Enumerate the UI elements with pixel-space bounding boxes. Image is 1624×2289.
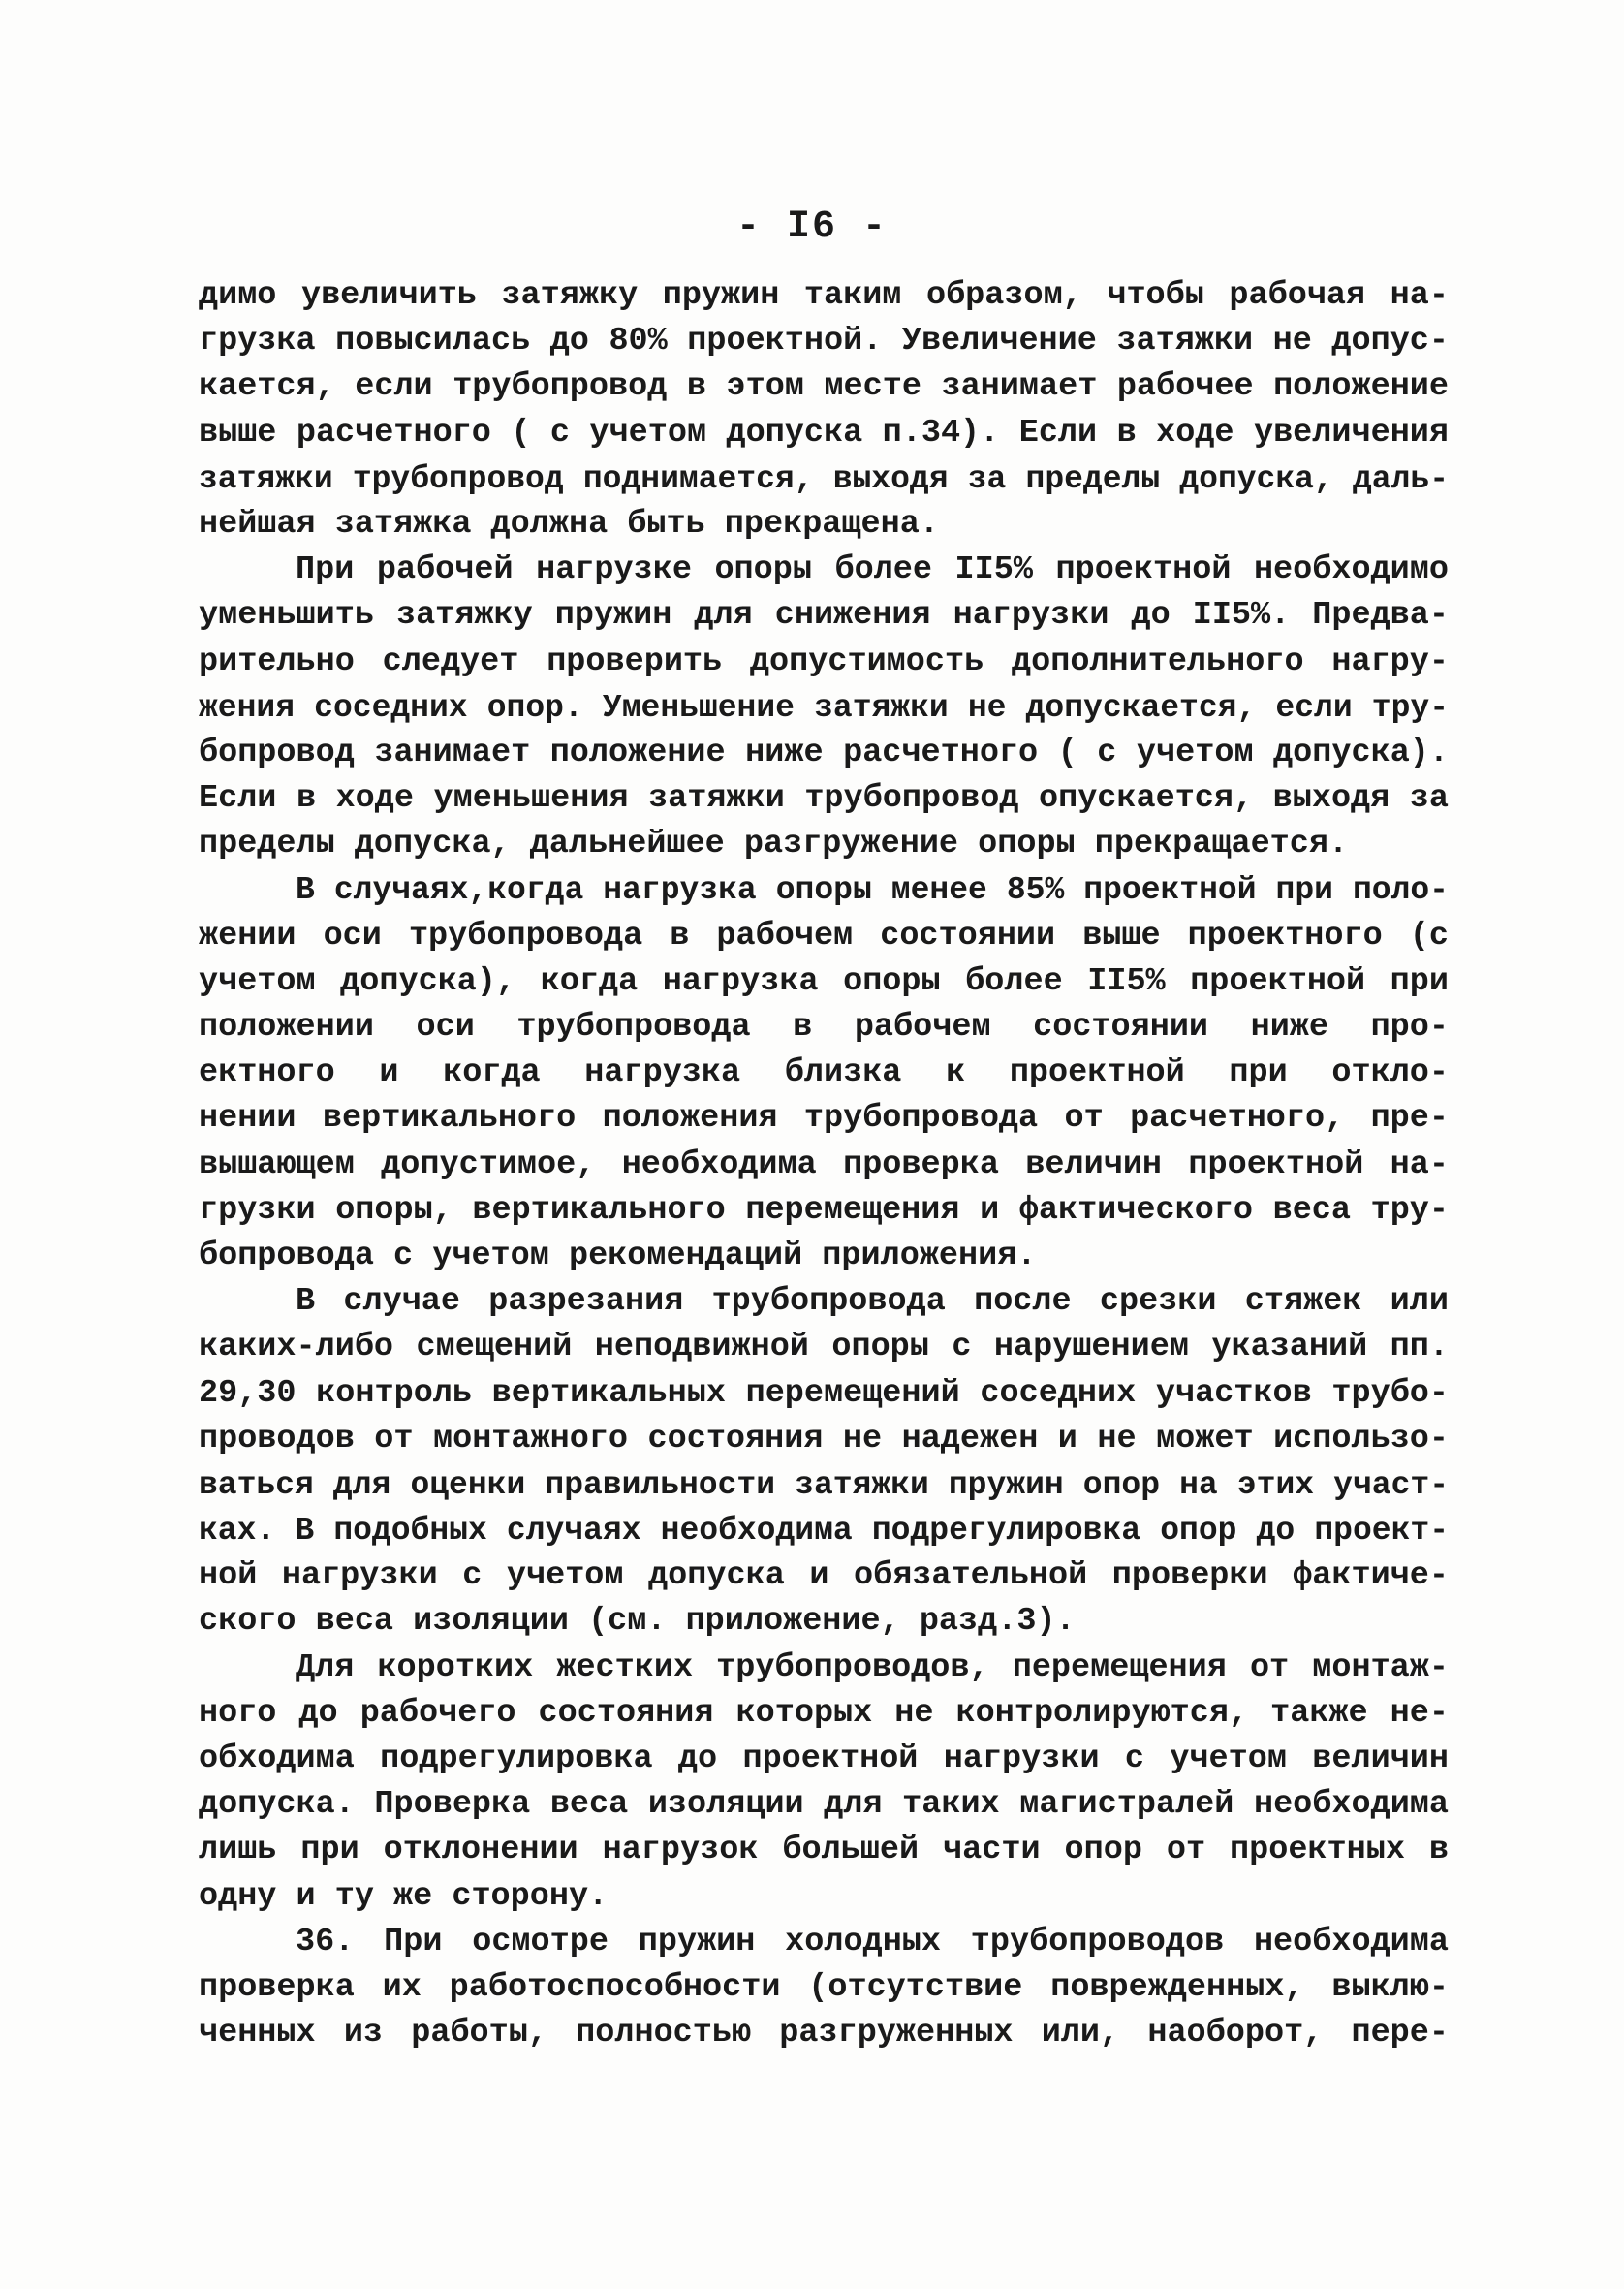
text-line: ного до рабочего состояния которых не контролируются, также не- (199, 1694, 1449, 1732)
text-line: каких-либо смещений неподвижной опоры с нарушением указаний пп. (199, 1329, 1449, 1366)
text-line: ектного и когда нагрузка близка к проектной при откло- (199, 1054, 1449, 1092)
text-line: бопровода с учетом рекомендаций приложения. (199, 1237, 1037, 1274)
text-line: В случае разрезания трубопровода после срезки стяжек или (296, 1283, 1449, 1321)
text-line: проводов от монтажного состояния не надежен и не может использо- (199, 1420, 1449, 1458)
text-line: ной нагрузки с учетом допуска и обязательной проверки фактиче- (199, 1557, 1449, 1595)
text-line: нении вертикального положения трубопровода от расчетного, пре- (199, 1100, 1449, 1138)
text-line: В случаях,когда нагрузка опоры менее 85% проектной при поло- (296, 872, 1449, 909)
text-line: жении оси трубопровода в рабочем состоянии выше проектного (с (199, 917, 1449, 955)
text-line: допуска. Проверка веса изоляции для таких магистралей необходима (199, 1786, 1449, 1824)
text-line: лишь при отклонении нагрузок большей части опор от проектных в (199, 1832, 1449, 1869)
text-line: нейшая затяжка должна быть прекращена. (199, 505, 939, 543)
body-text (199, 273, 1449, 2056)
text-line: бопровод занимает положение ниже расчетного ( с учетом допуска). (199, 734, 1449, 771)
text-line: ках. В подобных случаях необходима подрегулировка опор до проект- (199, 1513, 1449, 1550)
text-line: уменьшить затяжку пружин для снижения нагрузки до II5%. Предва- (199, 597, 1449, 635)
text-line: димо увеличить затяжку пружин таким образом, чтобы рабочая на- (199, 277, 1449, 314)
text-line: рительно следует проверить допустимость дополнительного нагру- (199, 643, 1449, 680)
text-line: учетом допуска), когда нагрузка опоры более II5% проектной при (199, 962, 1449, 1000)
text-line: Для коротких жестких трубопроводов, перемещения от монтаж- (296, 1648, 1449, 1686)
text-line: ского веса изоляции (см. приложение, разд.3). (199, 1603, 1076, 1641)
text-line: грузки опоры, вертикального перемещения и фактического веса тру- (199, 1191, 1449, 1229)
text-line: жения соседних опор. Уменьшение затяжки не допускается, если тру- (199, 689, 1449, 726)
text-line: ченных из работы, полностью разгруженных или, наоборот, пере- (199, 2015, 1449, 2053)
text-line: одну и ту же сторону. (199, 1877, 609, 1915)
text-line: При рабочей нагрузке опоры более II5% проектной необходимо (296, 551, 1449, 589)
text-line: грузка повысилась до 80% проектной. Увеличение затяжки не допус- (199, 323, 1449, 361)
text-line: положении оси трубопровода в рабочем состоянии ниже про- (199, 1009, 1449, 1046)
text-line: 36. При осмотре пружин холодных трубопроводов необходима (296, 1923, 1449, 1960)
text-line: Если в ходе уменьшения затяжки трубопровод опускается, выходя за (199, 780, 1449, 818)
text-line: обходима подрегулировка до проектной нагрузки с учетом величин (199, 1740, 1449, 1777)
page-number: - I6 - (735, 205, 889, 249)
text-line: кается, если трубопровод в этом месте занимает рабочее положение (199, 368, 1449, 406)
text-line: 29,30 контроль вертикальных перемещений соседних участков трубо- (199, 1374, 1449, 1412)
text-line: вышающем допустимое, необходима проверка величин проектной на- (199, 1145, 1449, 1183)
text-line: ваться для оценки правильности затяжки пружин опор на этих участ- (199, 1466, 1449, 1503)
text-line: затяжки трубопровод поднимается, выходя за пределы допуска, даль- (199, 460, 1449, 497)
text-line: выше расчетного ( с учетом допуска п.34). Если в ходе увеличения (199, 414, 1449, 452)
text-line: пределы допуска, дальнейшее разгружение опоры прекращается. (199, 826, 1349, 863)
text-line: проверка их работоспособности (отсутствие поврежденных, выклю- (199, 1968, 1449, 2006)
